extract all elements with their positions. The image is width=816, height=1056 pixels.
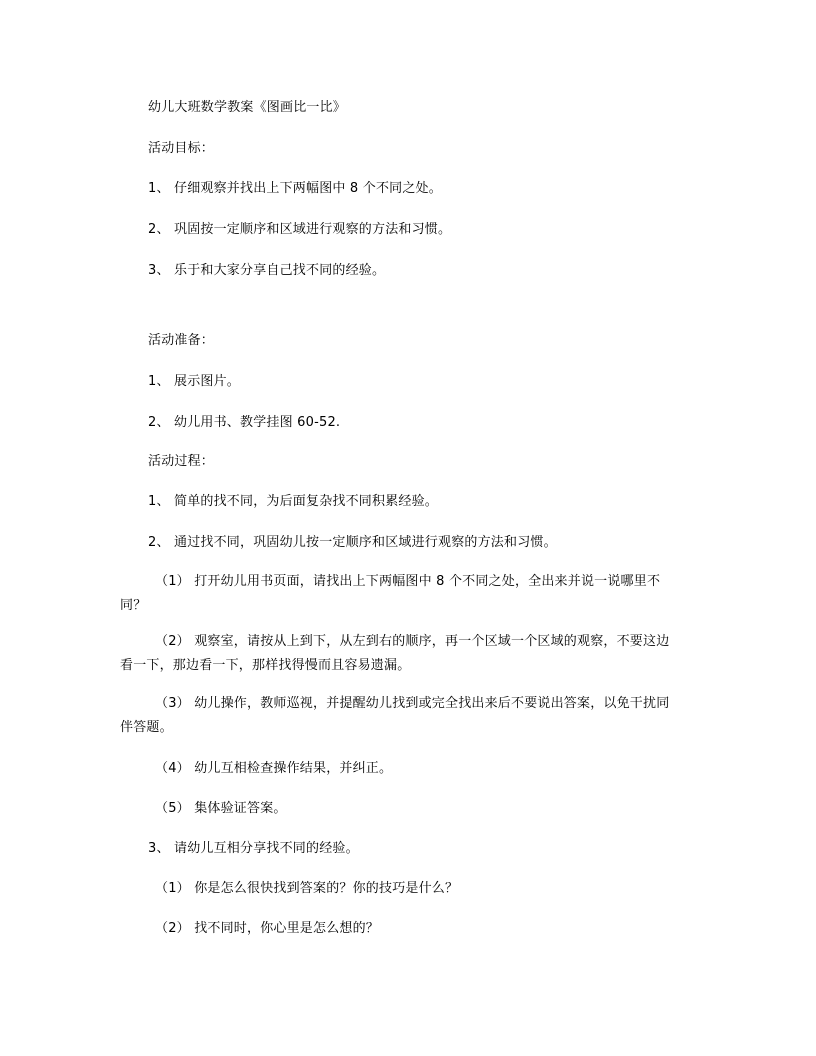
sub-step: （1） 你是怎么很快找到答案的？你的技巧是什么？ <box>155 881 459 896</box>
sub-step: （1） 打开幼儿用书页面，请找出上下两幅图中 8 个不同之处，全出来并说一说哪里不同？ <box>120 574 661 613</box>
goal-item: 3、 乐于和大家分享自己找不同的经验。 <box>148 263 386 278</box>
prep-heading: 活动准备： <box>148 333 215 348</box>
process-item: 2、 通过找不同，巩固幼儿按一定顺序和区域进行观察的方法和习惯。 <box>148 535 557 550</box>
document-title: 幼儿大班数学教案《图画比一比》 <box>148 100 347 115</box>
sub-step: （2） 找不同时，你心里是怎么想的？ <box>155 921 380 936</box>
sub-step: （5） 集体验证答案。 <box>155 801 287 816</box>
prep-item: 2、 幼儿用书、教学挂图 60-52. <box>148 415 341 430</box>
sub-step: （3） 幼儿操作，教师巡视，并提醒幼儿找到或完全找出来后不要说出答案，以免干扰同伴答题。 <box>120 696 670 735</box>
sub-step: （4） 幼儿互相检查操作结果，并纠正。 <box>155 761 393 776</box>
goals-heading: 活动目标： <box>148 141 215 156</box>
process-item: 3、 请幼儿互相分享找不同的经验。 <box>148 841 359 856</box>
sub-step: （2） 观察室，请按从上到下，从左到右的顺序，再一个区域一个区域的观察，不要这边看一下，那边看一下，那样找得慢而且容易遗漏。 <box>120 634 670 673</box>
goal-item: 2、 巩固按一定顺序和区域进行观察的方法和习惯。 <box>148 222 452 237</box>
process-heading: 活动过程： <box>148 454 215 469</box>
process-item: 1、 简单的找不同，为后面复杂找不同积累经验。 <box>148 494 439 509</box>
goal-item: 1、 仔细观察并找出上下两幅图中 8 个不同之处。 <box>148 181 442 196</box>
prep-item: 1、 展示图片。 <box>148 374 241 389</box>
